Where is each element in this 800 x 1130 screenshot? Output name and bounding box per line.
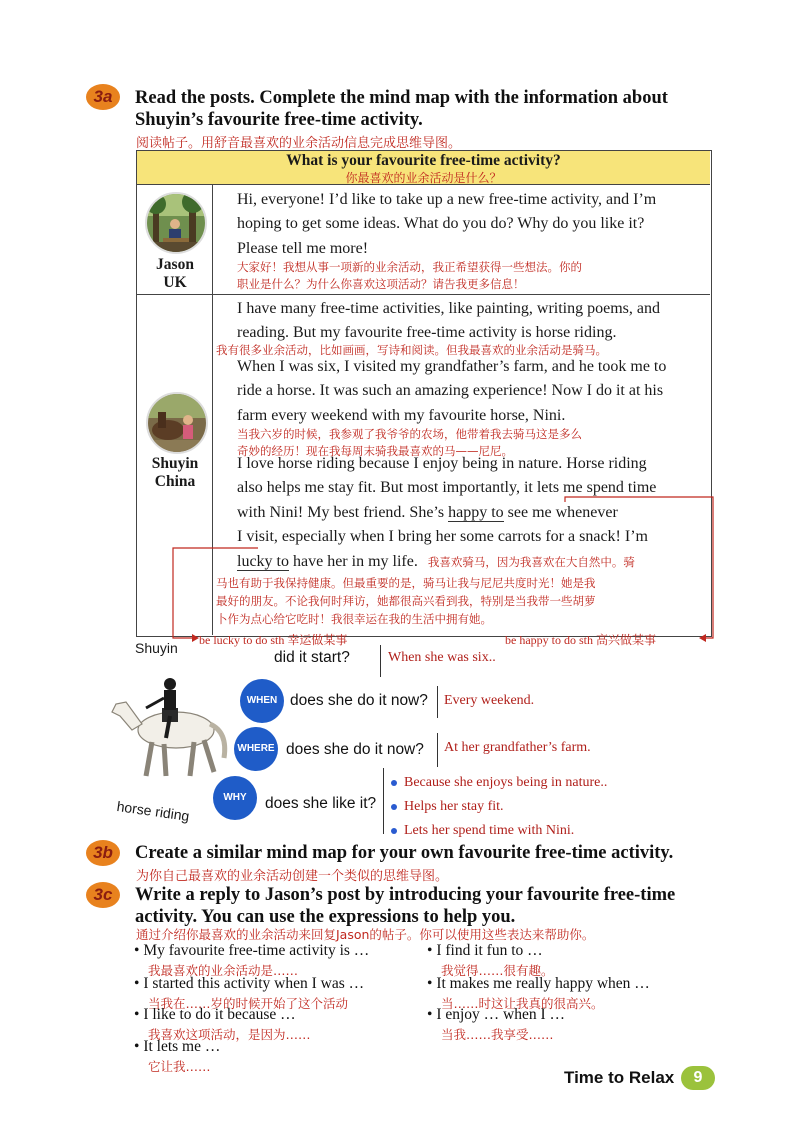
exercise-badge-3c: 3c (86, 882, 120, 908)
footer-section-title: Time to Relax (564, 1068, 675, 1087)
divider (437, 733, 438, 767)
why-question: does she like it? (265, 795, 377, 812)
exercise-3a-instruction-zh: 阅读帖子。用舒音最喜欢的业余活动信息完成思维导图。 (136, 136, 462, 151)
poster-name: Jason (156, 256, 194, 273)
why-answer (391, 771, 607, 795)
post-line: I love horse riding because I enjoy being in nature. Horse riding (237, 455, 647, 472)
post-translation: 当我六岁的时候，我参观了我爷爷的农场，他带着我去骑马这是多么 (237, 427, 582, 442)
post-translation: 大家好！我想从事一项新的业余活动，我正希望获得一些想法。你的 (237, 260, 582, 275)
answer-text: Because she enjoys being in nature.. (404, 775, 608, 790)
post-translation: 最好的朋友。不论我何时拜访，她都很高兴看到我，特别是当我带一些胡萝 (216, 594, 596, 608)
expression-en: My favourite free-time activity is … (143, 942, 370, 959)
where-circle: WHERE (234, 727, 278, 771)
post-text: with Nini! My best friend. She’s (237, 503, 445, 521)
phrase-happy-to: happy to (448, 503, 504, 521)
instruction-line: Shuyin’s favourite free-time activity. (135, 110, 423, 130)
bullet-icon (391, 780, 397, 786)
divider (437, 686, 438, 718)
post-translation: 我喜欢骑马，因为我喜欢在大自然中。骑 (427, 554, 635, 569)
exercise-badge-3a: 3a (86, 84, 120, 110)
expression-zh: 当我在……岁的时候开始了这个活动 (148, 996, 349, 1011)
where-question: does she do it now? (286, 741, 424, 758)
why-answer (391, 795, 607, 819)
when-question-start: did it start? (274, 649, 350, 666)
post-line: farm every weekend with my favourite horse, Nini. (237, 406, 566, 424)
instruction-line: activity. You can use the expressions to help you. (135, 907, 516, 927)
when-circle: WHEN (240, 679, 284, 723)
note-be-lucky: be lucky to do sth 幸运做某事 (199, 633, 348, 647)
expression-item: • It lets me … 它让我…… (134, 1038, 221, 1074)
expression-en: It lets me … (143, 1038, 221, 1055)
instruction-line: Read the posts. Complete the mind map with the information about (135, 88, 668, 108)
why-circle: WHY (213, 776, 257, 820)
post-text: see me whenever (507, 503, 618, 521)
bullet-icon (391, 828, 397, 834)
table-title: What is your favourite free-time activity? (286, 152, 561, 169)
post-line: Please tell me more! (237, 239, 369, 257)
post-line: Hi, everyone! I’d like to take up a new free-time activity, and I’m (237, 191, 657, 208)
expression-item: • My favourite free-time activity is … 我最喜欢的业余活动是…… (134, 942, 370, 978)
expression-zh: 我觉得……很有趣。 (441, 963, 554, 978)
bullet-icon (391, 804, 397, 810)
poster-country: UK (163, 274, 187, 291)
expression-item: • I like to do it because … 我喜欢这项活动，是因为…… (134, 1006, 311, 1042)
instruction-line: Write a reply to Jason’s post by introducing your favourite free-time (135, 885, 676, 905)
poster-country: China (154, 473, 196, 490)
post-translation: 职业是什么？为什么你喜欢这项活动？请告我更多信息！ (237, 277, 525, 292)
when-answer-start: When she was six.. (388, 650, 496, 665)
post-text: have her in my life. (293, 552, 418, 570)
post-translation: 马也有助于我保持健康。但最重要的是，骑马让我与尼尼共度时光！她是我 (216, 576, 596, 590)
answer-text: Helps her stay fit. (404, 799, 504, 814)
expression-zh: 我最喜欢的业余活动是…… (148, 963, 299, 978)
post-line: also helps me stay fit. But most importantly, it lets me spend time (237, 479, 657, 497)
expression-en: I enjoy … when I … (436, 1006, 566, 1023)
expression-item: • I started this activity when I was … 当我在……岁的时候开始了这个活动 (134, 975, 365, 1011)
expression-en: I find it fun to … (436, 942, 543, 959)
expression-item: • It makes me really happy when … 当……时这让我真的很高兴。 (427, 975, 650, 1011)
post-translation: 我有很多业余活动，比如画画，写诗和阅读。但我最喜欢的业余活动是骑马。 (216, 343, 607, 357)
exercise-badge-3b: 3b (86, 840, 120, 866)
post-translation: 卜作为点心给它吃时！我很幸运在我的生活中拥有她。 (216, 612, 492, 626)
expression-item: • I enjoy … when I … 当我……我享受…… (427, 1006, 566, 1042)
mindmap-center-label: Shuyin (135, 640, 178, 656)
expression-zh: 它让我…… (148, 1059, 211, 1074)
horse-riding-label: horse riding (115, 798, 191, 825)
expression-en: I like to do it because … (143, 1006, 296, 1023)
why-answers (391, 771, 607, 843)
page-number-badge: 9 (681, 1066, 715, 1090)
post-line: ride a horse. It was such an amazing experience! Now I do it at his (237, 382, 664, 400)
expression-zh: 当……时这让我真的很高兴。 (441, 996, 604, 1011)
exercise-3b-instruction-zh: 为你自己最喜欢的业余活动创建一个类似的思维导图。 (136, 869, 449, 884)
exercise-3c-instruction-zh: 通过介绍你最喜欢的业余活动来回复Jason的帖子。你可以使用这些表达来帮助你。 (136, 927, 595, 942)
answer-text: Lets her spend time with Nini. (404, 823, 575, 838)
divider (383, 768, 384, 834)
where-answer: At her grandfather’s farm. (444, 740, 591, 755)
table-title-zh: 你最喜欢的业余活动是什么？ (345, 171, 502, 185)
note-be-happy: be happy to do sth 高兴做某事 (505, 633, 656, 647)
post-line: When I was six, I visited my grandfather’s farm, and he took me to (237, 358, 667, 375)
when-question-now: does she do it now? (290, 692, 428, 709)
horse-rider-illustration (106, 672, 236, 782)
expression-item: • I find it fun to … 我觉得……很有趣。 (427, 942, 554, 978)
why-answer (391, 819, 607, 843)
exercise-3c-instruction (135, 884, 675, 928)
post-line: hoping to get some ideas. What do you do? Why do you like it? (237, 215, 645, 233)
when-answer-now: Every weekend. (444, 693, 535, 708)
post-line: reading. But my favourite free-time activity is horse riding. (237, 324, 617, 342)
expression-en: I started this activity when I was … (143, 975, 365, 992)
expression-en: It makes me really happy when … (436, 975, 650, 992)
post-line: I visit, especially when I bring her some carrots for a snack! I’m (237, 528, 648, 546)
phrase-lucky-to: lucky to (237, 552, 289, 570)
post-line: I have many free-time activities, like painting, writing poems, and (237, 300, 660, 317)
poster-name: Shuyin (151, 455, 199, 472)
divider (380, 645, 381, 677)
expression-zh: 我喜欢这项活动，是因为…… (148, 1027, 311, 1042)
post-translation: 奇妙的经历！现在我每周末骑我最喜欢的马——尼尼。 (237, 444, 513, 459)
expression-zh: 当我……我享受…… (441, 1027, 554, 1042)
exercise-3b-instruction: Create a similar mind map for your own favourite free-time activity. (135, 843, 674, 863)
